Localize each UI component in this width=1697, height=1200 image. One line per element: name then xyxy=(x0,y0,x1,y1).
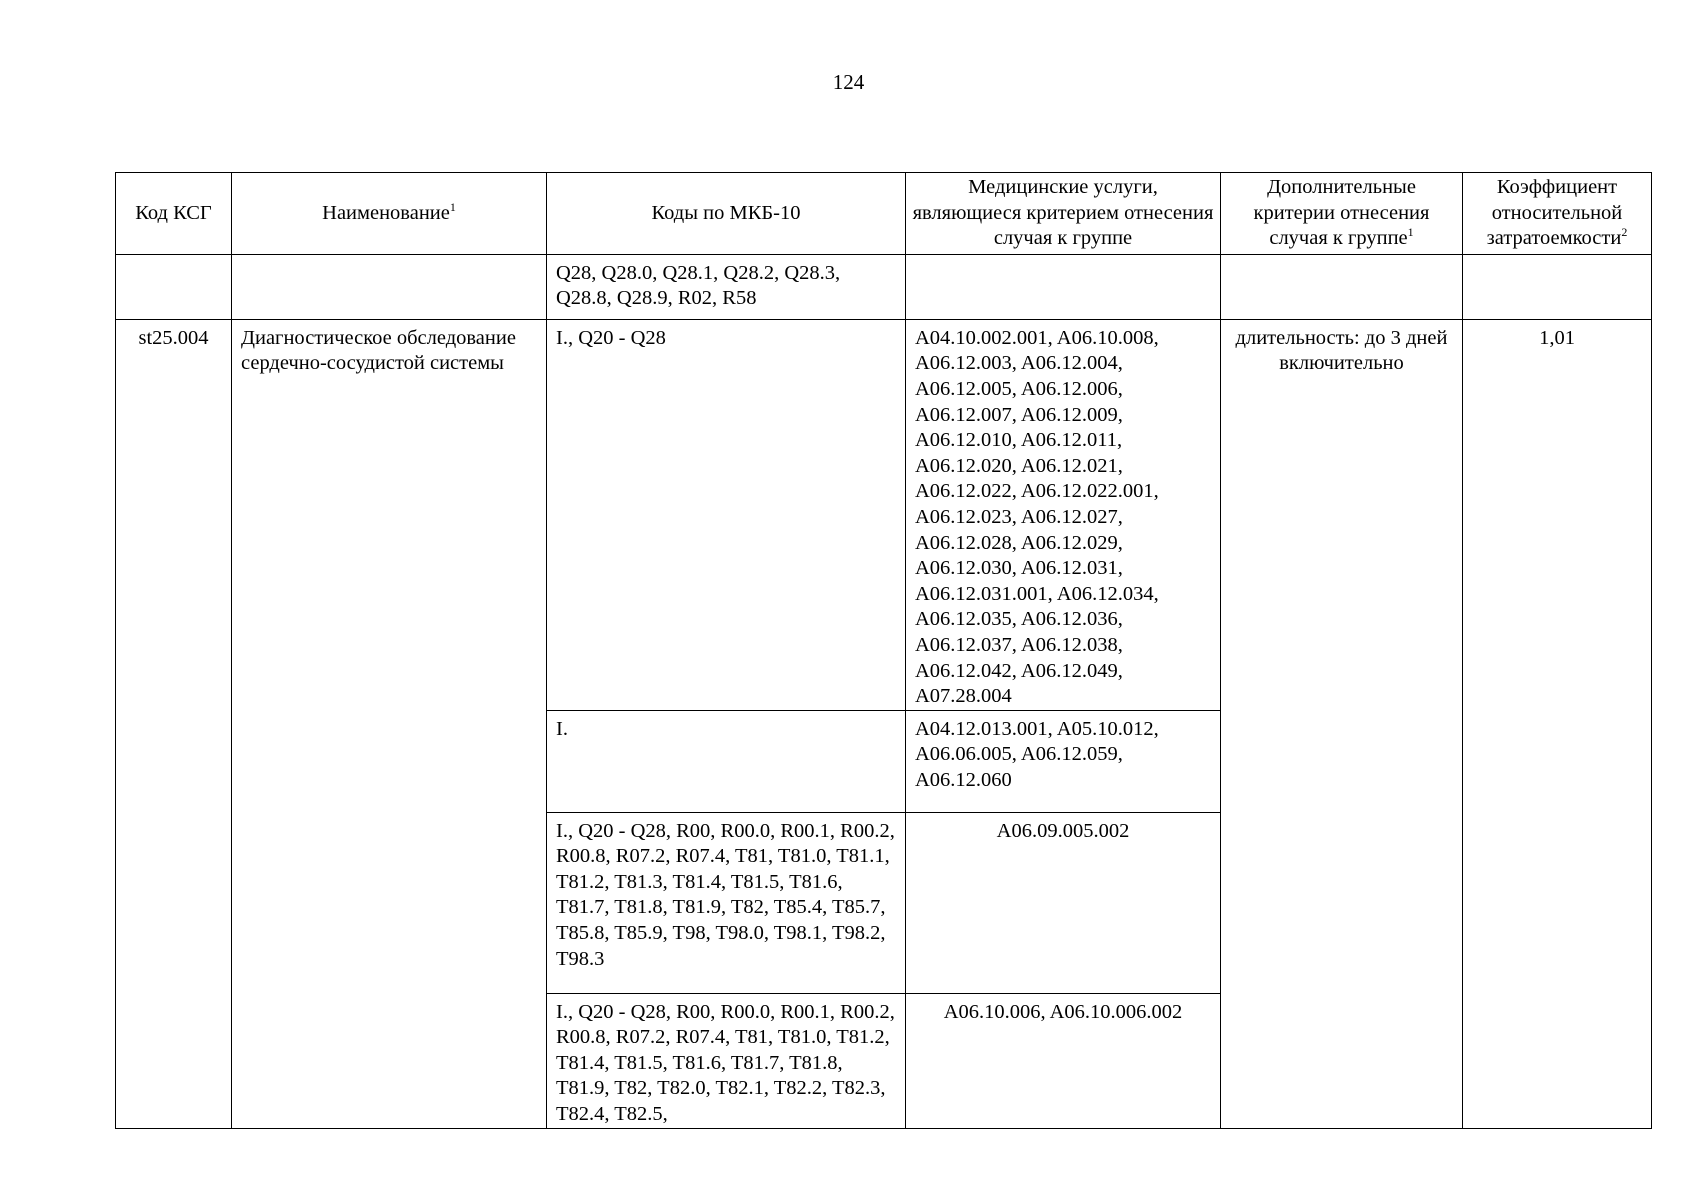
footnote-mark: 1 xyxy=(1407,225,1414,240)
header-coef: Коэффициент относительной затратоемкости$^2$ xyxy=(1463,173,1652,255)
cell-criteria xyxy=(1221,254,1463,319)
cell-icd: Q28, Q28.0, Q28.1, Q28.2, Q28.3, Q28.8, Q28.9, R02, R58 xyxy=(547,254,906,319)
cell-services: A04.12.013.001, A05.10.012, A06.06.005, A06.12.059, A06.12.060 xyxy=(906,710,1221,812)
header-code: Код КСГ xyxy=(116,173,232,255)
cell-ksg-code: st25.004 xyxy=(116,319,232,1128)
page-number: 124 xyxy=(832,70,865,94)
header-services: Медицинские услуги, являющиеся критерием отнесения случая к группе xyxy=(906,173,1221,255)
cell-name xyxy=(232,254,547,319)
footnote-mark: 1 xyxy=(449,199,456,214)
cell-services xyxy=(906,254,1221,319)
cell-icd: I., Q20 - Q28, R00, R00.0, R00.1, R00.2, R00.8, R07.2, R07.4, T81, T81.0, T81.1, T81.2, T81.3, T81.4, T81.5, T81.6, T81.7, T81.8, T81.9, T82, T85.4, T85.7, T85.8, T85.9, T98, T98.0, T98.1, T98.2, T98.3 xyxy=(547,812,906,993)
cell-services: A04.10.002.001, A06.10.008, A06.12.003, A06.12.004, A06.12.005, A06.12.006, A06.12.007, A06.12.009, A06.12.010, A06.12.011, A06.12.020, A06.12.021, A06.12.022, A06.12.022.001, A06.12.023, A06.12.027, A06.12.028, A06.12.029, A06.12.030, A06.12.031, A06.12.031.001, A06.12.034, A06.12.035, A06.12.036, A06.12.037, A06.12.038, A06.12.042, A06.12.049, A07.28.004 xyxy=(906,319,1221,710)
cell-coefficient: 1,01 xyxy=(1463,319,1652,1128)
cell-icd: I. xyxy=(547,710,906,812)
header-icd: Коды по МКБ-10 xyxy=(547,173,906,255)
header-criteria: Дополнительные критерии отнесения случая к группе$^1$ xyxy=(1221,173,1463,255)
cell-criteria: длительность: до 3 дней включительно xyxy=(1221,319,1463,1128)
ksg-table xyxy=(115,172,1652,1129)
cell-ksg-name: Диагностическое обследование сердечно-сосудистой системы xyxy=(232,319,547,1128)
table-row-continuation xyxy=(116,254,1652,319)
header-name: Наименование$^1$ xyxy=(232,173,547,255)
cell-icd: I., Q20 - Q28, R00, R00.0, R00.1, R00.2, R00.8, R07.2, R07.4, T81, T81.0, T81.2, T81.4, T81.5, T81.6, T81.7, T81.8, T81.9, T82, T82.0, T82.1, T82.2, T82.3, T82.4, T82.5, xyxy=(547,993,906,1128)
cell-icd: I., Q20 - Q28 xyxy=(547,319,906,710)
footnote-mark: 2 xyxy=(1621,225,1628,240)
cell-coef xyxy=(1463,254,1652,319)
cell-code xyxy=(116,254,232,319)
table-row xyxy=(116,319,1652,710)
cell-services: A06.09.005.002 xyxy=(906,812,1221,993)
table-header-row xyxy=(116,173,1652,255)
cell-services: A06.10.006, A06.10.006.002 xyxy=(906,993,1221,1128)
